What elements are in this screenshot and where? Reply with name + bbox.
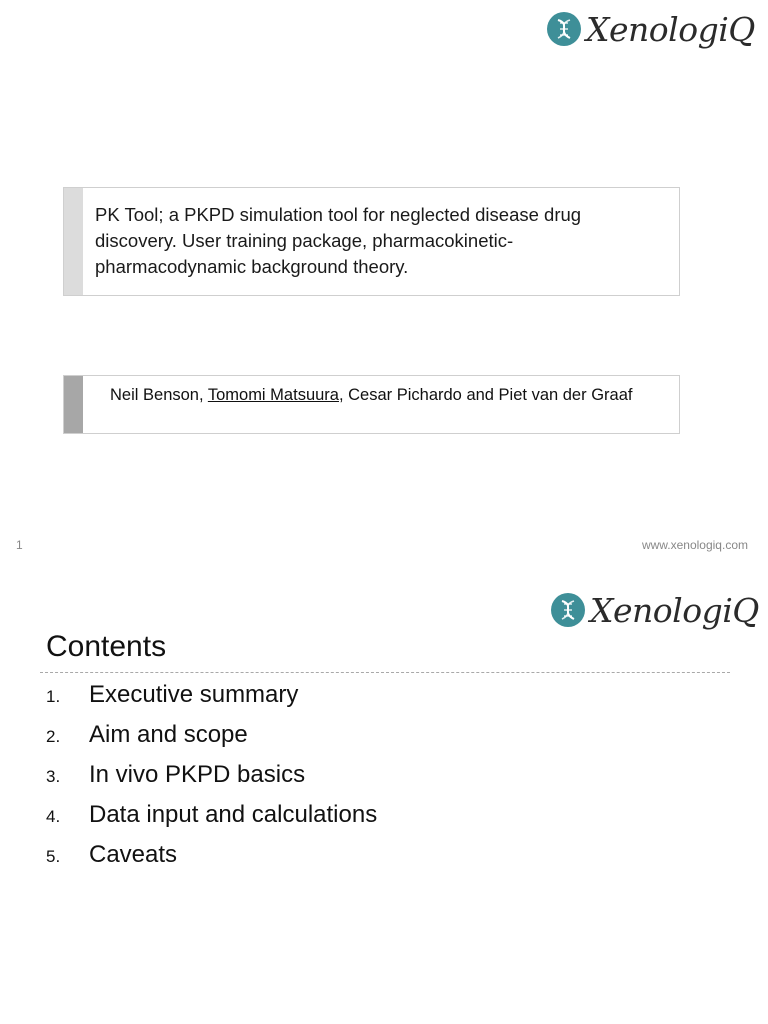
title-box-accent-bar: [64, 188, 83, 295]
contents-item-label: Aim and scope: [89, 721, 248, 748]
contents-item: [46, 841, 377, 881]
heading-divider: [40, 672, 730, 673]
page-number: 1: [16, 538, 23, 552]
contents-item-label: Executive summary: [89, 681, 299, 708]
contents-slide: [0, 578, 768, 1024]
author-text-after: , Cesar Pichardo and Piet van der Graaf: [338, 386, 633, 404]
brand-logo: [547, 9, 755, 49]
helix-logo-icon: [551, 593, 585, 627]
contents-item-number: 2.: [46, 727, 61, 746]
brand-name: XenologiQ: [590, 590, 759, 630]
author-box: [63, 375, 680, 434]
website-link[interactable]: www.xenologiq.com: [641, 538, 748, 552]
brand-logo: [551, 590, 759, 630]
author-list: [110, 386, 632, 405]
contents-item-label: Caveats: [89, 841, 178, 868]
contents-item-label: Data input and calculations: [89, 801, 378, 828]
contents-item: [46, 721, 377, 761]
contents-item: [46, 761, 377, 801]
contents-item-label: In vivo PKPD basics: [89, 761, 306, 788]
contents-item-number: 1.: [46, 687, 61, 706]
author-box-accent-bar: [64, 376, 83, 433]
author-presenter: Tomomi Matsuura: [207, 386, 339, 404]
contents-item-number: 5.: [46, 847, 61, 866]
helix-logo-icon: [547, 12, 581, 46]
author-text-before: Neil Benson,: [110, 386, 208, 404]
contents-item: [46, 681, 377, 721]
contents-item-number: 3.: [46, 767, 61, 786]
title-box: [63, 187, 680, 296]
brand-name: XenologiQ: [586, 9, 755, 49]
contents-item-number: 4.: [46, 807, 61, 826]
contents-heading: Contents: [46, 630, 167, 663]
contents-item: [46, 801, 377, 841]
contents-list: [46, 681, 377, 881]
document-title: PK Tool; a PKPD simulation tool for neglected disease drug discovery. User training package, pharmacokinetic-pharmacodynamic background theory.: [95, 204, 582, 277]
